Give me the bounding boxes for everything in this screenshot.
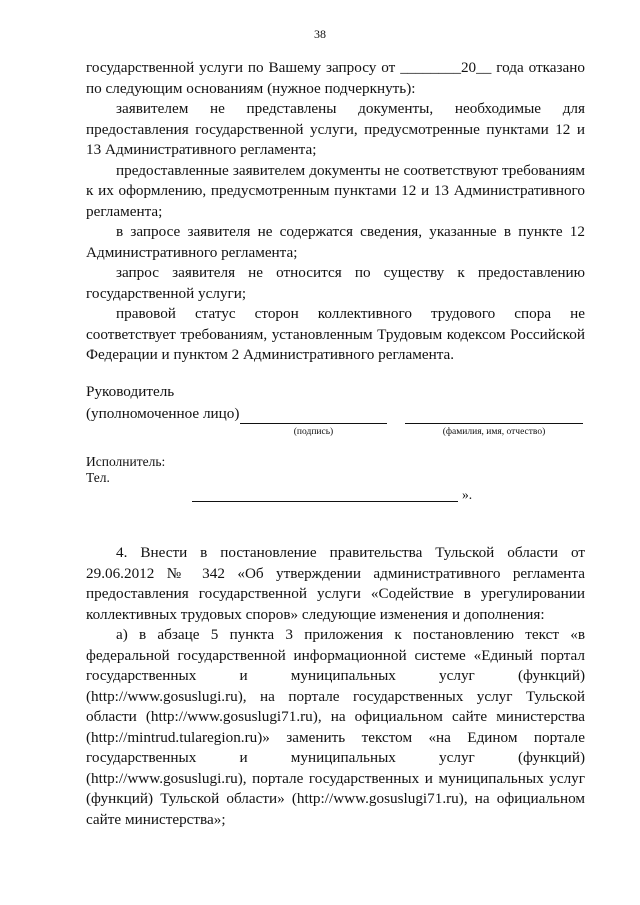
paragraph: 4. Внести в постановление правительства Тульской области от 29.06.2012 № 342 «Об утверждении административного регламента предоставления государственной услуги «Содействие в урегулировании коллективных трудовых споров» следующие изменения и дополнения:	[86, 544, 585, 623]
paragraph: заявителем не представлены документы, необходимые для предоставления государственной услуги, предусмотренные пунктами 12 и 13 Административного регламента;	[86, 100, 585, 158]
refusal-grounds-block	[86, 58, 585, 366]
paragraph: государственной услуги по Вашему запросу от ________20__ года отказано по следующим основаниям (нужное подчеркнуть):	[86, 59, 585, 97]
paragraph: предоставленные заявителем документы не соответствуют требованиям к их оформлению, предусмотренным пунктами 12 и 13 Административного регламента;	[86, 161, 585, 220]
signature-caption: (подпись)	[293, 427, 334, 437]
signature-subtitle: (уполномоченное лицо)	[86, 405, 240, 422]
closing-quote: ».	[462, 487, 473, 502]
page-number: 38	[314, 27, 326, 41]
executor-line	[192, 501, 458, 502]
paragraph: запрос заявителя не относится по существу к предоставлению государственной услуги;	[86, 264, 585, 302]
signature-line	[240, 423, 387, 424]
amendment-block	[86, 543, 585, 830]
paragraph: а) в абзаце 5 пункта 3 приложения к постановлению текст «в федеральной государственной информационной системе «Единый портал государственных и муниципальных услуг (функций) (http://www.gosuslugi.ru), на портале государственных услуг Тульской области (http://www.gosuslugi71.ru), на официальном сайте министерства (http://mintrud.tularegion.ru)» заменить текстом «на Едином портале государственных и муниципальных услуг (функций) (http://www.gosuslugi.ru), портале государственных и муниципальных услуг (функций) Тульской области» (http://www.gosuslugi71.ru), на официальном сайте министерства»;	[86, 626, 585, 828]
name-caption: (фамилия, имя, отчество)	[442, 427, 546, 437]
paragraph: правовой статус сторон коллективного трудового спора не соответствует требованиям, установленным Трудовым кодексом Российской Федерации и пунктом 2 Административного регламента.	[86, 305, 585, 363]
signature-title: Руководитель	[86, 383, 175, 400]
phone-label: Тел.	[86, 470, 110, 485]
paragraph: в запросе заявителя не содержатся сведения, указанные в пункте 12 Административного регламента;	[86, 223, 585, 261]
name-line	[405, 423, 583, 424]
executor-label: Исполнитель:	[86, 454, 166, 469]
